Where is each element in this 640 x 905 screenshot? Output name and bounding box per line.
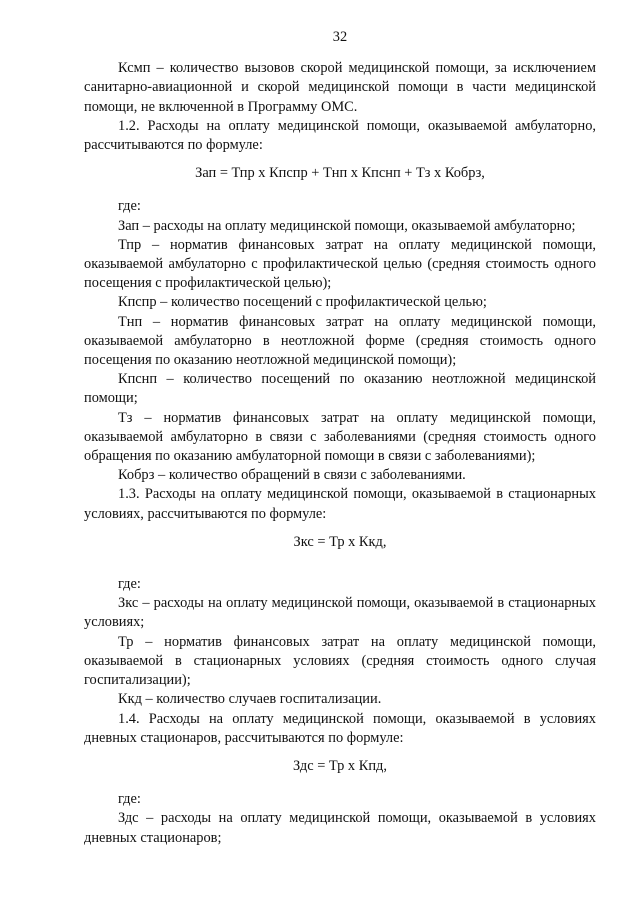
formula-zks: Зкс = Тр х Ккд, bbox=[293, 533, 387, 550]
paragraph-tpr-definition: Тпр – норматив финансовых затрат на оплату медицинской помощи, оказываемой амбулаторно с профилактической целью (средняя стоимость одного посещения с профилактической целью); bbox=[84, 236, 596, 292]
paragraph-tz-definition: Тз – норматив финансовых затрат на оплату медицинской помощи, оказываемой амбулаторно в связи с заболеваниями (средняя стоимость одного обращения по оказанию амбулаторной помощи в связи с заболеваниями); bbox=[84, 409, 596, 465]
paragraph-tnp-definition: Тнп – норматив финансовых затрат на оплату медицинской помощи, оказываемой амбулаторно в неотложной форме (средняя стоимость одного посещения по оказанию неотложной медицинской помощи); bbox=[84, 313, 596, 369]
paragraph-zap-definition: Зап – расходы на оплату медицинской помощи, оказываемой амбулаторно; bbox=[118, 217, 576, 234]
page-number: 32 bbox=[332, 29, 348, 45]
paragraph-kpspr-definition: Кпспр – количество посещений с профилактической целью; bbox=[118, 294, 487, 311]
spacer bbox=[84, 566, 596, 575]
paragraph-section-1-4: 1.4. Расходы на оплату медицинской помощи, оказываемой в условиях дневных стационаров, рассчитываются по формуле: bbox=[84, 710, 596, 746]
paragraph-kobrz-definition: Кобрз – количество обращений в связи с заболеваниями. bbox=[118, 467, 466, 484]
paragraph-zks-definition: Зкс – расходы на оплату медицинской помощи, оказываемой в стационарных условиях; bbox=[84, 595, 596, 631]
paragraph-zds-definition: Здс – расходы на оплату медицинской помощи, оказываемой в условиях дневных стационаров; bbox=[84, 810, 596, 846]
paragraph-where: где: bbox=[118, 791, 141, 808]
paragraph-where: где: bbox=[118, 198, 141, 215]
paragraph-where: где: bbox=[118, 576, 141, 593]
paragraph-section-1-3: 1.3. Расходы на оплату медицинской помощи, оказываемой в стационарных условиях, рассчитываются по формуле: bbox=[84, 486, 596, 522]
paragraph-section-1-2: 1.2. Расходы на оплату медицинской помощи, оказываемой амбулаторно, рассчитываются по формуле: bbox=[84, 117, 596, 154]
paragraph-tr-definition: Тр – норматив финансовых затрат на оплату медицинской помощи, оказываемой в стационарных условиях (средняя стоимость одного случая госпитализации); bbox=[84, 633, 596, 689]
paragraph-kkd-definition: Ккд – количество случаев госпитализации. bbox=[118, 691, 382, 708]
formula-zap: Зап = Тпр х Кпспр + Тнп х Кпснп + Тз х Кобрз, bbox=[195, 165, 485, 182]
paragraph-ksmp-definition: Ксмп – количество вызовов скорой медицинской помощи, за исключением санитарно-авиационной и скорой медицинской помощи в части медицинской помощи, не включенной в Программу ОМС. bbox=[84, 60, 596, 115]
formula-zds: Здс = Тр х Кпд, bbox=[293, 757, 387, 774]
paragraph-kpsnp-definition: Кпснп – количество посещений по оказанию неотложной медицинской помощи; bbox=[84, 371, 596, 407]
